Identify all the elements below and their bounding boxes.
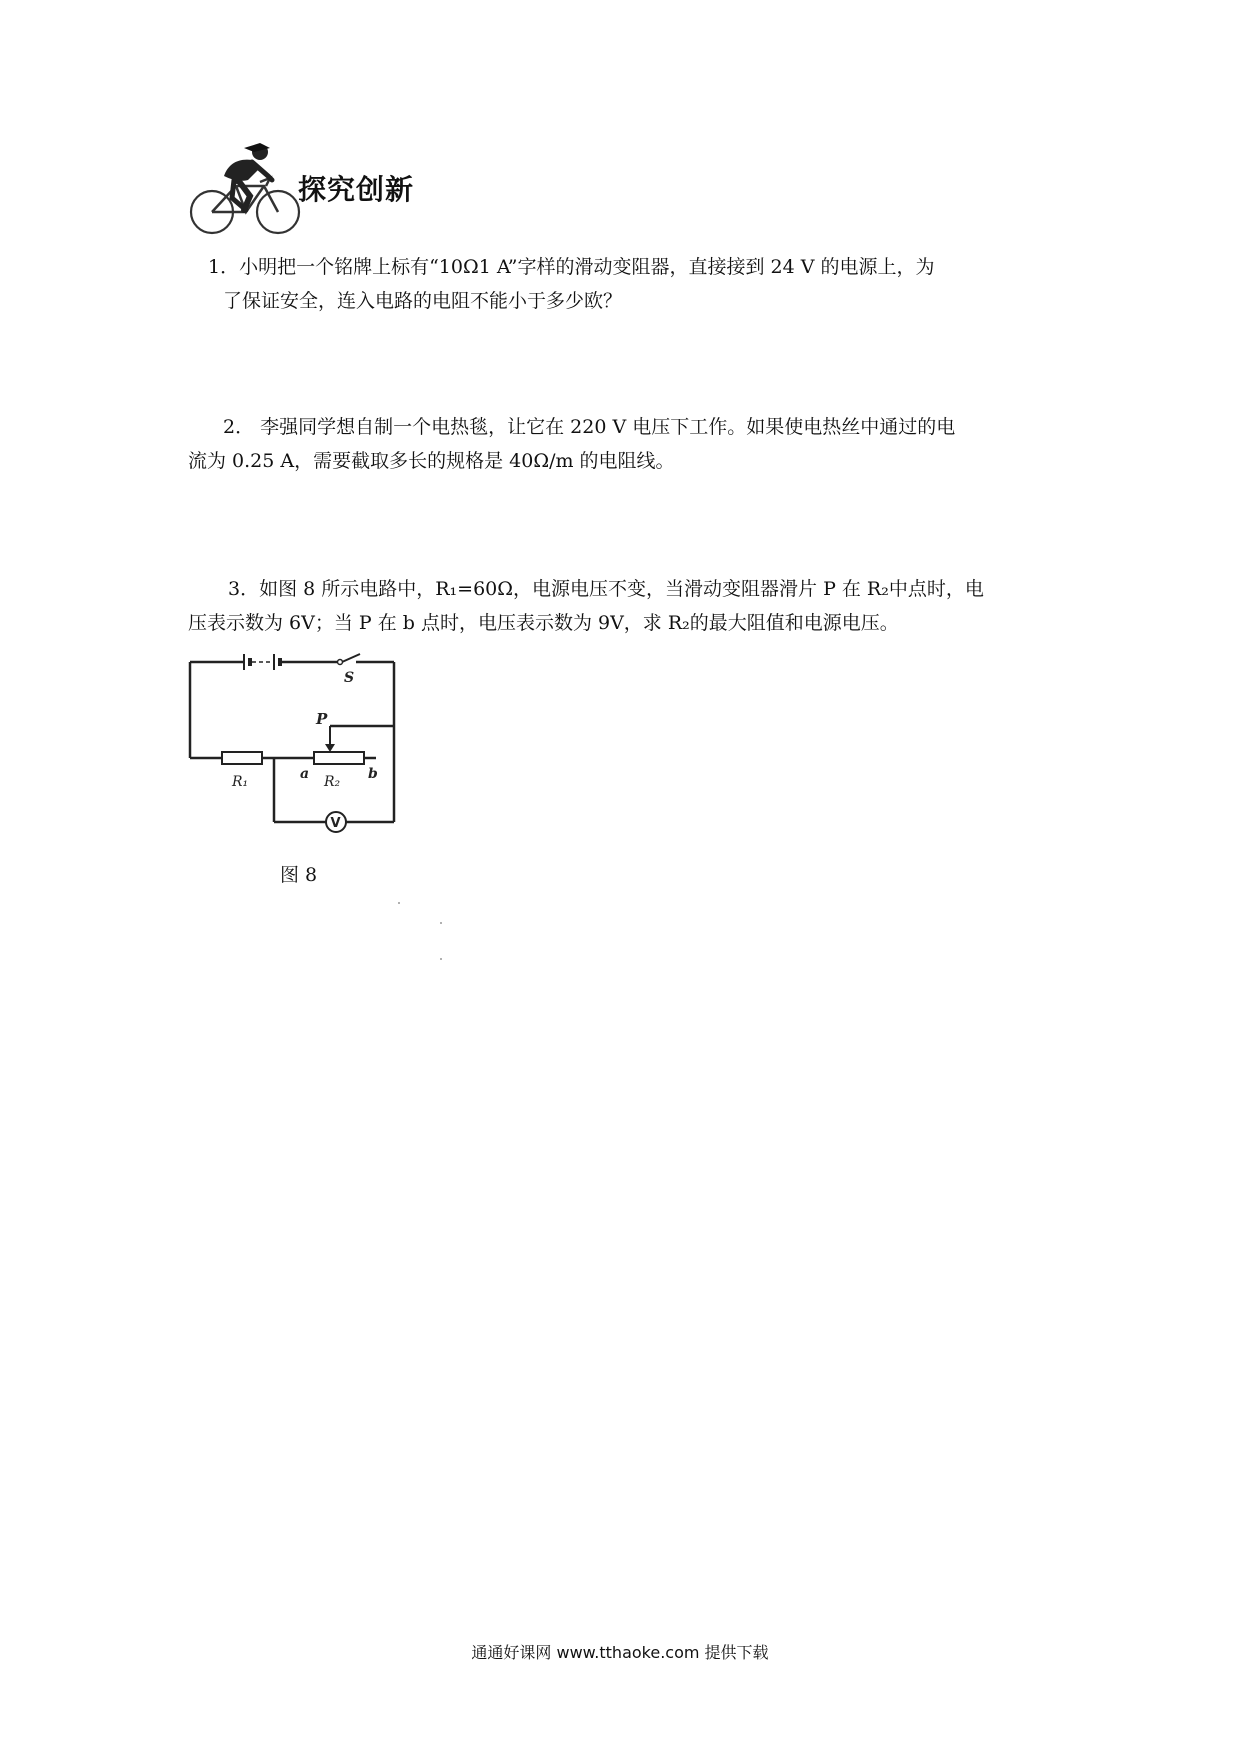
section-header [188, 140, 428, 240]
r1-label: R₁ [232, 774, 249, 790]
scan-speck [440, 922, 442, 924]
footer-credit: 通通好课网 www.tthaoke.com 提供下载 [471, 1643, 769, 1662]
question-line: 流为 0.25 A，需要截取多长的规格是 40Ω/m 的电阻线。 [188, 450, 675, 472]
point-a-label: a [300, 766, 310, 782]
question-line: 1．小明把一个铭牌上标有“10Ω1 A”字样的滑动变阻器，直接接到 24 V 的电源上，为 [208, 256, 935, 278]
figure-caption: 图 8 [280, 864, 318, 886]
question-line: 压表示数为 6V；当 P 在 b 点时，电压表示数为 9V，求 R₂的最大阻值和电源电压。 [188, 612, 899, 634]
question-1 [188, 250, 1058, 318]
section-title: 探究创新 [298, 173, 415, 206]
question-line: 了保证安全，连入电路的电阻不能小于多少欧？ [223, 290, 623, 312]
question-line: 3．如图 8 所示电路中，R₁=60Ω，电源电压不变，当滑动变阻器滑片 P 在 R₂中点时，电 [228, 578, 984, 600]
scan-speck [398, 902, 400, 904]
r2-label: R₂ [324, 774, 341, 790]
question-3 [188, 572, 1058, 640]
question-line: 2． 李强同学想自制一个电热毯，让它在 220 V 电压下工作。如果使电热丝中通过的电 [223, 416, 956, 438]
circuit-diagram [186, 652, 408, 840]
slider-arrow-icon [325, 744, 335, 752]
switch-contact [338, 660, 343, 665]
resistor-r1 [222, 752, 262, 764]
point-b-label: b [368, 766, 378, 782]
scan-speck [440, 958, 442, 960]
voltmeter-label: V [330, 816, 341, 831]
slider-label: P [316, 710, 328, 728]
cyclist-icon [188, 140, 306, 240]
resistor-r2 [314, 752, 364, 764]
question-2 [188, 410, 1058, 478]
switch-label: S [344, 670, 355, 686]
